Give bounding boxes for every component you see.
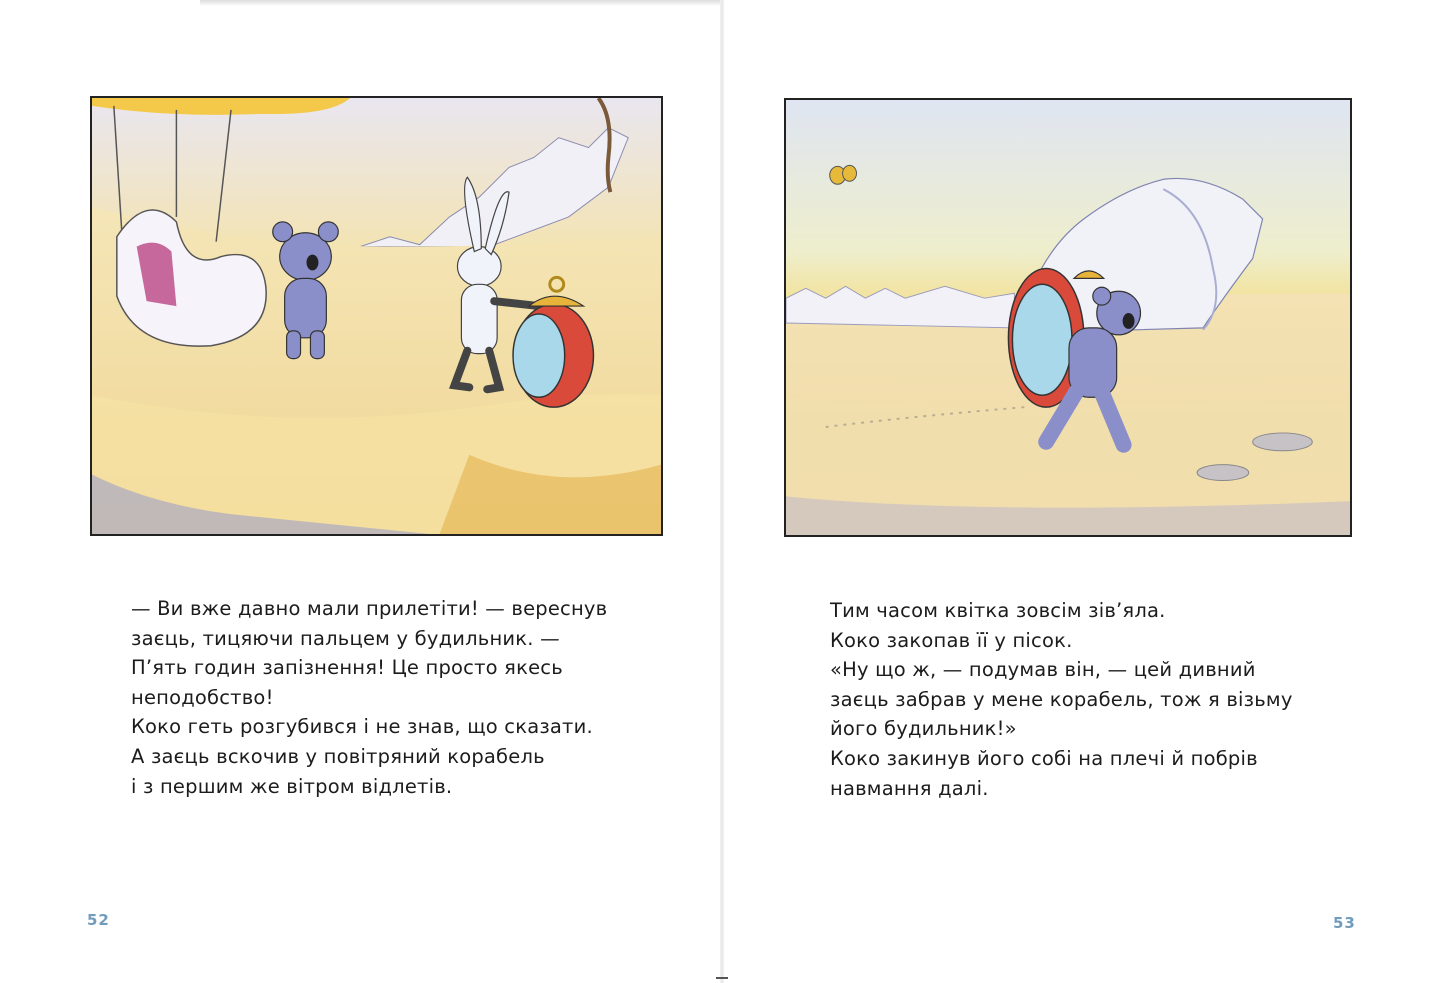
text-line: Тим часом квітка зовсім зів’яла. bbox=[830, 599, 1166, 622]
text-line: неподобство! bbox=[131, 685, 274, 709]
text-line: навмання далі. bbox=[830, 776, 989, 800]
text-line: Коко геть розгубився і не знав, що сказати. bbox=[131, 715, 593, 739]
right-page bbox=[722, 0, 1445, 983]
text-line: заєць забрав у мене корабель, тож я візьму bbox=[830, 687, 1293, 711]
text-line: П’ять годин запізнення! Це просто якесь bbox=[131, 656, 563, 680]
text-line: — Ви вже давно мали прилетіти! — вереснув bbox=[131, 597, 608, 620]
text-line: його будильник!» bbox=[830, 717, 1017, 741]
text-line: «Ну що ж, — подумав він, — цей дивний bbox=[830, 658, 1256, 682]
left-page bbox=[0, 0, 722, 983]
text-line: А заєць вскочив у повітряний корабель bbox=[131, 744, 545, 768]
left-page-paragraph bbox=[131, 594, 651, 801]
text-line: Коко закопав її у пісок. bbox=[830, 628, 1073, 652]
illustration-art-right bbox=[786, 100, 1350, 535]
page-number-right: 53 bbox=[1333, 914, 1356, 932]
illustration-art-left bbox=[92, 98, 661, 534]
right-page-paragraph bbox=[830, 596, 1350, 803]
illustration-koala-carrying-clock bbox=[784, 98, 1352, 537]
text-line: Коко закинув його собі на плечі й побрів bbox=[830, 746, 1258, 770]
text-line: заєць, тицяючи пальцем у будильник. — bbox=[131, 626, 560, 650]
text-line: і з першим же вітром відлетів. bbox=[131, 774, 453, 798]
gutter-bottom-mark bbox=[716, 977, 728, 979]
illustration-koala-rabbit-clock bbox=[90, 96, 663, 536]
page-number-left: 52 bbox=[87, 911, 110, 929]
